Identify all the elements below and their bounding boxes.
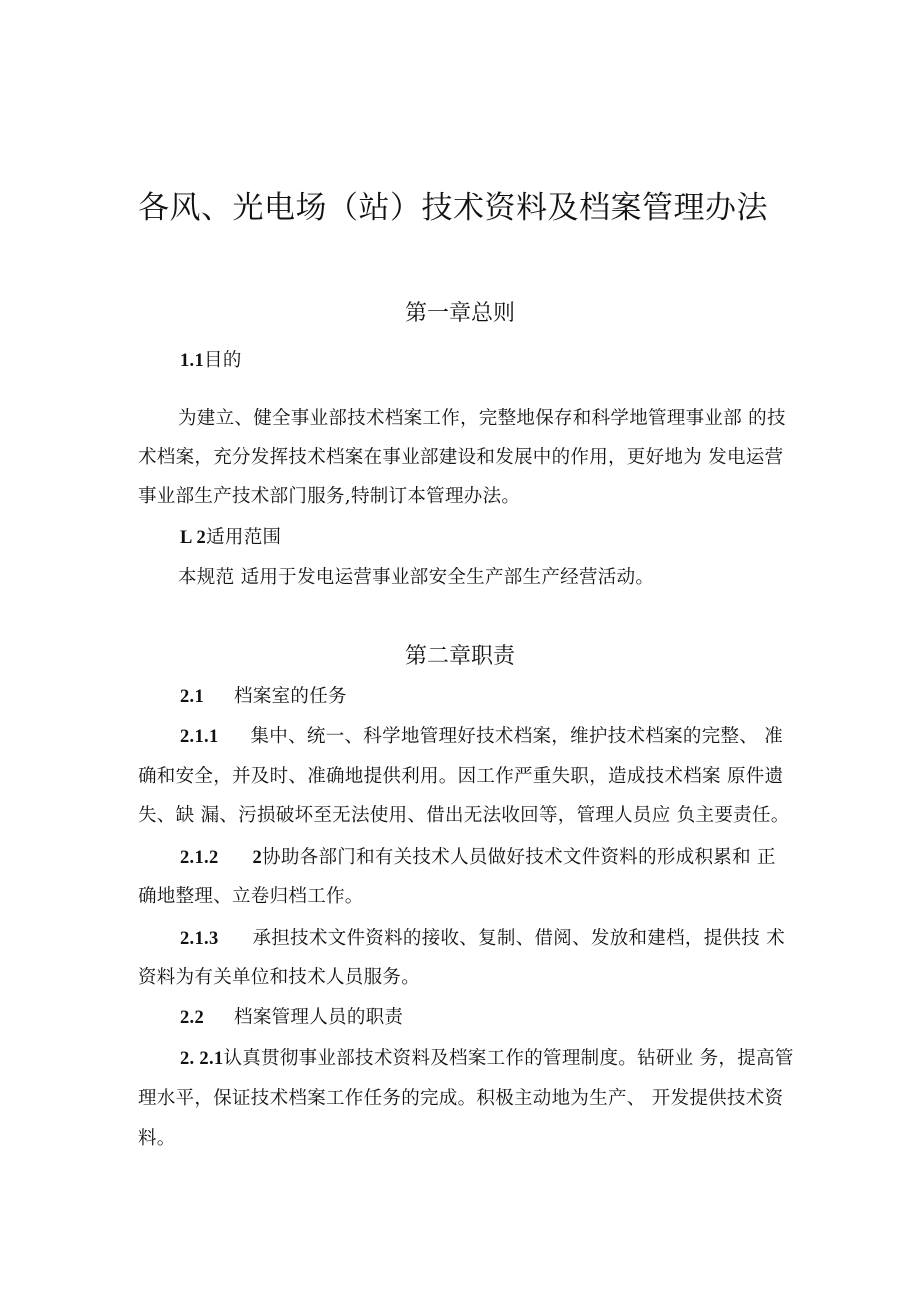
section-number: 1.1 xyxy=(180,351,205,371)
section-number: 2.1 xyxy=(180,687,205,707)
section-number: 2. 2.1 xyxy=(180,1049,224,1069)
section-1-2-heading xyxy=(180,523,281,549)
section-text: 承担技术文件资料的接收、复制、借阅、发放和建档，提供技 术 xyxy=(252,928,786,949)
document-title: 各风、光电场（站）技术资料及档案管理办法 xyxy=(138,190,768,226)
purpose-paragraph-line-3: 事业部生产技术部门服务,特制订本管理办法。 xyxy=(138,486,521,507)
section-label: 适用范围 xyxy=(206,527,282,548)
section-number: 2.1.3 xyxy=(180,929,219,949)
scope-paragraph: 本规范 适用于发电运营事业部安全生产部生产经营活动。 xyxy=(178,567,655,588)
section-2-1-3-line-2: 资料为有关单位和技术人员服务。 xyxy=(138,967,421,988)
section-2-1-1-line-3: 失、缺 漏、污损破坏至无法使用、借出无法收回等，管理人员应 负主要责任。 xyxy=(138,805,790,826)
section-text: 集中、统一、科学地管理好技术档案，维护技术档案的完整、 准 xyxy=(250,726,784,747)
section-number: 2.1.2 xyxy=(180,848,219,868)
section-2-1-3-line-1 xyxy=(180,924,785,950)
section-2-2-heading xyxy=(180,1003,403,1029)
section-2-1-2-line-2: 确地整理、立卷归档工作。 xyxy=(138,886,364,907)
section-number: 2.1.1 xyxy=(180,727,219,747)
section-text: 协助各部门和有关技术人员做好技术文件资料的形成积累和 正 xyxy=(262,847,776,868)
section-sub-number: 2 xyxy=(252,848,263,868)
section-number: L 2 xyxy=(180,528,207,548)
section-1-1-heading xyxy=(180,346,242,372)
section-2-1-1-line-1 xyxy=(180,722,783,748)
section-2-1-heading xyxy=(180,682,347,708)
section-text: 认真贯彻事业部技术资料及档案工作的管理制度。钻研业 务，提高管 xyxy=(223,1048,794,1069)
section-2-2-1-line-2: 理水平，保证技术档案工作任务的完成。积极主动地为生产、 开发提供技术资 xyxy=(138,1088,784,1109)
section-2-1-1-line-2: 确和安全，并及时、准确地提供利用。因工作严重失职，造成技术档案 原件遗 xyxy=(138,766,784,787)
purpose-paragraph-line-2: 术档案，充分发挥技术档案在事业部建设和发展中的作用，更好地为 发电运营 xyxy=(138,447,784,468)
section-2-1-2-line-1 xyxy=(180,843,776,869)
chapter-2-heading: 第二章职责 xyxy=(404,644,515,669)
section-label: 档案管理人员的职责 xyxy=(234,1007,404,1028)
section-2-2-1-line-3: 料。 xyxy=(138,1128,176,1149)
section-number: 2.2 xyxy=(180,1008,205,1028)
section-label: 目的 xyxy=(204,350,242,371)
section-label: 档案室的任务 xyxy=(234,686,347,707)
section-2-2-1-line-1 xyxy=(180,1044,794,1070)
chapter-1-heading: 第一章总则 xyxy=(404,301,515,326)
purpose-paragraph-line-1: 为建立、健全事业部技术档案工作，完整地保存和科学地管理事业部 的技 xyxy=(178,408,786,429)
